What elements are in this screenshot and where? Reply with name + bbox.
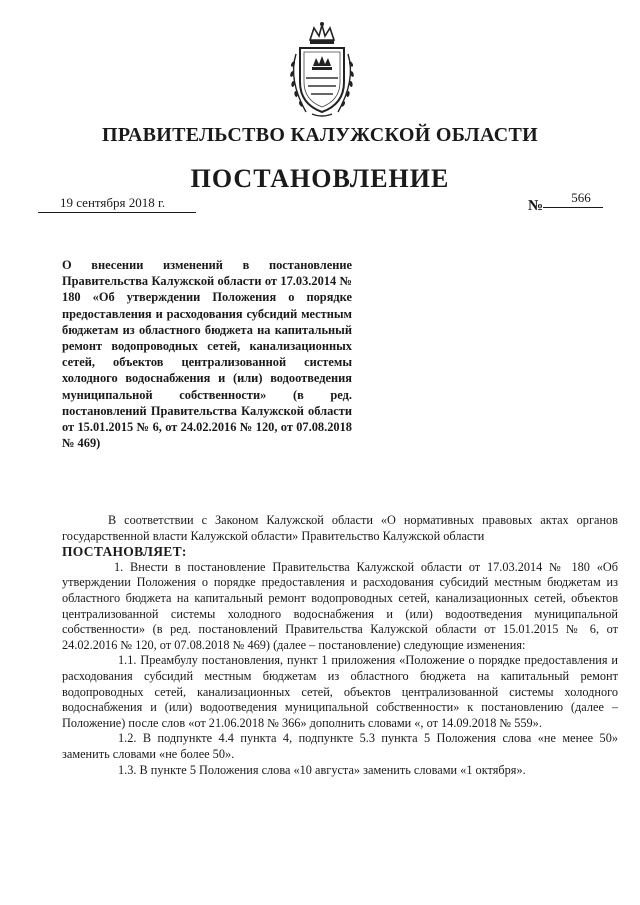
decree-word: ПОСТАНОВЛЯЕТ:: [62, 544, 187, 560]
number-label: №: [528, 198, 544, 214]
item-1-paragraph: 1. Внести в постановление Правительства Калужской области от 17.03.2014 № 180 «Об утверждении Положения о порядке предоставления и расходования субсидий местным бюджетам из областного бюджета на капитальный ремонт водопроводных сетей, канализационных сетей, объектов централизованной системы холодного водоснабжения и (или) водоотведения муниципальной собственности» (в ред. постановлений Правительства Калужской области от 15.01.2015 № 6, от 24.02.2016 № 120, от 07.08.2018 № 469) (далее – постановление) следующие изменения:: [62, 559, 618, 652]
government-title: ПРАВИТЕЛЬСТВО КАЛУЖСКОЙ ОБЛАСТИ: [102, 124, 538, 146]
coat-of-arms-emblem: [286, 20, 358, 120]
preamble-paragraph: В соответствии с Законом Калужской области «О нормативных правовых актах органов государственной власти Калужской области» Правительство Калужской области: [62, 513, 618, 543]
document-date: 19 сентября 2018 г.: [38, 195, 196, 213]
item-1-2-paragraph: 1.2. В подпункте 4.4 пункта 4, подпункте 5.3 пункта 5 Положения слова «не менее 50» заменить словами «не более 50».: [62, 731, 618, 761]
document-number: [543, 190, 603, 208]
item-1-1-paragraph: 1.1. Преамбулу постановления, пункт 1 приложения «Положение о порядке предоставления и расходования субсидий местным бюджетам из областного бюджета на капитальный ремонт водопроводных сетей, канализационных сетей, объектов централизованной системы холодного водоснабжения и (или) водоотведения муниципальной собственности» к постановлению (далее – Положение) после слов «от 21.06.2018 № 366» дополнить словами «, от 14.09.2018 № 559».: [62, 653, 618, 730]
item-1-3-paragraph: 1.3. В пункте 5 Положения слова «10 августа» заменить словами «1 октября».: [118, 762, 526, 777]
document-body: [62, 513, 618, 778]
document-type-title: ПОСТАНОВЛЕНИЕ: [190, 164, 450, 193]
document-subject: О внесении изменений в постановление Правительства Калужской области от 17.03.2014 № 180 «Об утверждении Положения о порядке предоставления и расходования субсидий местным бюджетам из областного бюджета на капитальный ремонт водопроводных сетей, канализационных сетей, объектов централизованной системы холодного водоснабжения и (или) водоотведения муниципальной собственности» (в ред. постановлений Правительства Калужской области от 15.01.2015 № 6, от 24.02.2016 № 120, от 07.08.2018 № 469): [62, 258, 352, 451]
document-number-value: 566: [571, 190, 591, 205]
